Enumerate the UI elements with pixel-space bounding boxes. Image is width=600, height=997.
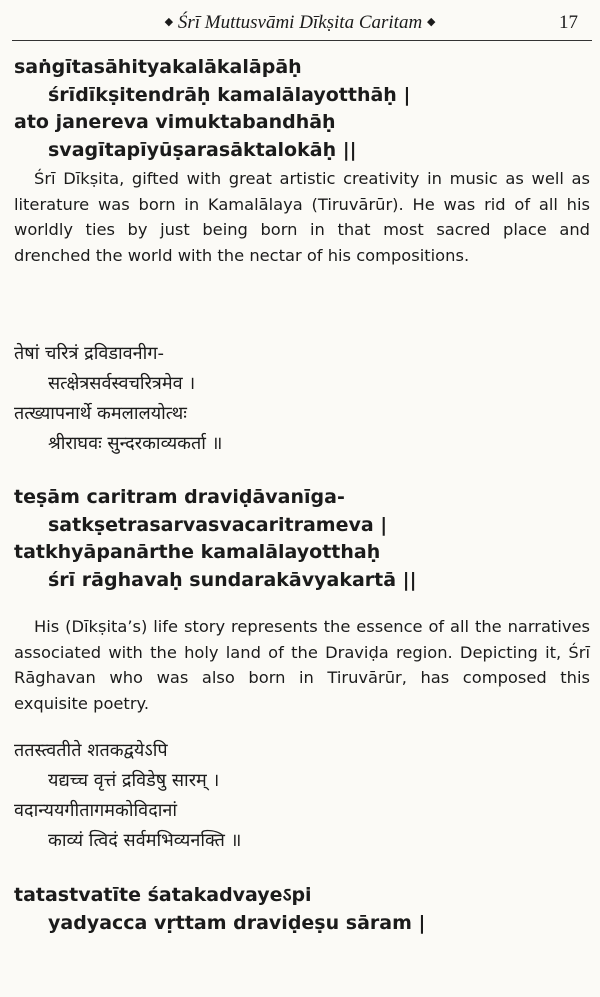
verse-line: श्रीराघवः सुन्दरकाव्यकर्ता ॥ xyxy=(48,433,223,454)
translation-paragraph-1: Śrī Dīkṣita, gifted with great artistic creativity in music as well as literature was born in Kamalālaya (Tiruvārūr). He was rid of all his worldly ties by just being born in that most sacred place and drenched the world with the nectar of his compositions. xyxy=(14,169,590,265)
verse-line: saṅgītasāhityakalākalāpāḥ xyxy=(14,56,302,78)
verse-line: यद्यच्च वृत्तं द्रविडेषु सारम् । xyxy=(48,770,220,791)
verse-line: yadyacca vṛttam draviḍeṣu sāram | xyxy=(48,911,426,934)
verse-line: तत्ख्यापनार्थे कमलालयोत्थः xyxy=(14,403,187,424)
verse-line: tatkhyāpanārthe kamalālayotthaḥ xyxy=(14,541,381,563)
verse-3-transliteration xyxy=(14,882,590,937)
verse-line: śrīdīkṣitendrāḥ kamalālayotthāḥ | xyxy=(48,83,411,106)
header-rule xyxy=(12,40,592,41)
verse-line: वदान्ययगीतागमकोविदानां xyxy=(14,800,178,821)
verse-1-transliteration xyxy=(14,54,590,164)
verse-3-devanagari xyxy=(14,736,590,856)
verse-line: ato janereva vimuktabandhāḥ xyxy=(14,111,336,133)
verse-line: तेषां चरित्रं द्रविडावनीग- xyxy=(14,343,164,364)
verse-line: सत्क्षेत्रसर्वस्वचरित्रमेव । xyxy=(48,373,196,394)
verse-line: satkṣetrasarvasvacaritrameva | xyxy=(48,513,388,536)
running-header xyxy=(0,4,600,40)
verse-2-devanagari xyxy=(14,339,590,459)
verse-line: काव्यं त्विदं सर्वमभिव्यनक्ति ॥ xyxy=(48,830,242,851)
verse-line: śrī rāghavaḥ sundarakāvyakartā || xyxy=(48,568,417,591)
ornament-right: ◆ xyxy=(426,16,436,28)
running-title: Śrī Muttusvāmi Dīkṣita Caritam xyxy=(177,12,423,33)
header-title-row xyxy=(0,12,600,34)
verse-line: teṣām caritram draviḍāvanīga- xyxy=(14,486,345,508)
page-number: 17 xyxy=(559,12,578,33)
verse-2-transliteration xyxy=(14,484,590,594)
verse-line: ततस्त्वतीते शतकद्वयेऽपि xyxy=(14,740,168,761)
ornament-left: ◆ xyxy=(164,16,174,28)
verse-line: svagītapīyūṣarasāktalokāḥ || xyxy=(48,138,357,161)
translation-paragraph-2: His (Dīkṣita’s) life story represents the essence of all the narratives associated with the holy land of the Draviḍa region. Depicting it, Śrī Rāghavan who was also born in Tiruvārūr, has composed this exquisite poetry. xyxy=(14,617,590,713)
verse-line: tatastvatīte śatakadvayeऽpi xyxy=(14,884,312,906)
